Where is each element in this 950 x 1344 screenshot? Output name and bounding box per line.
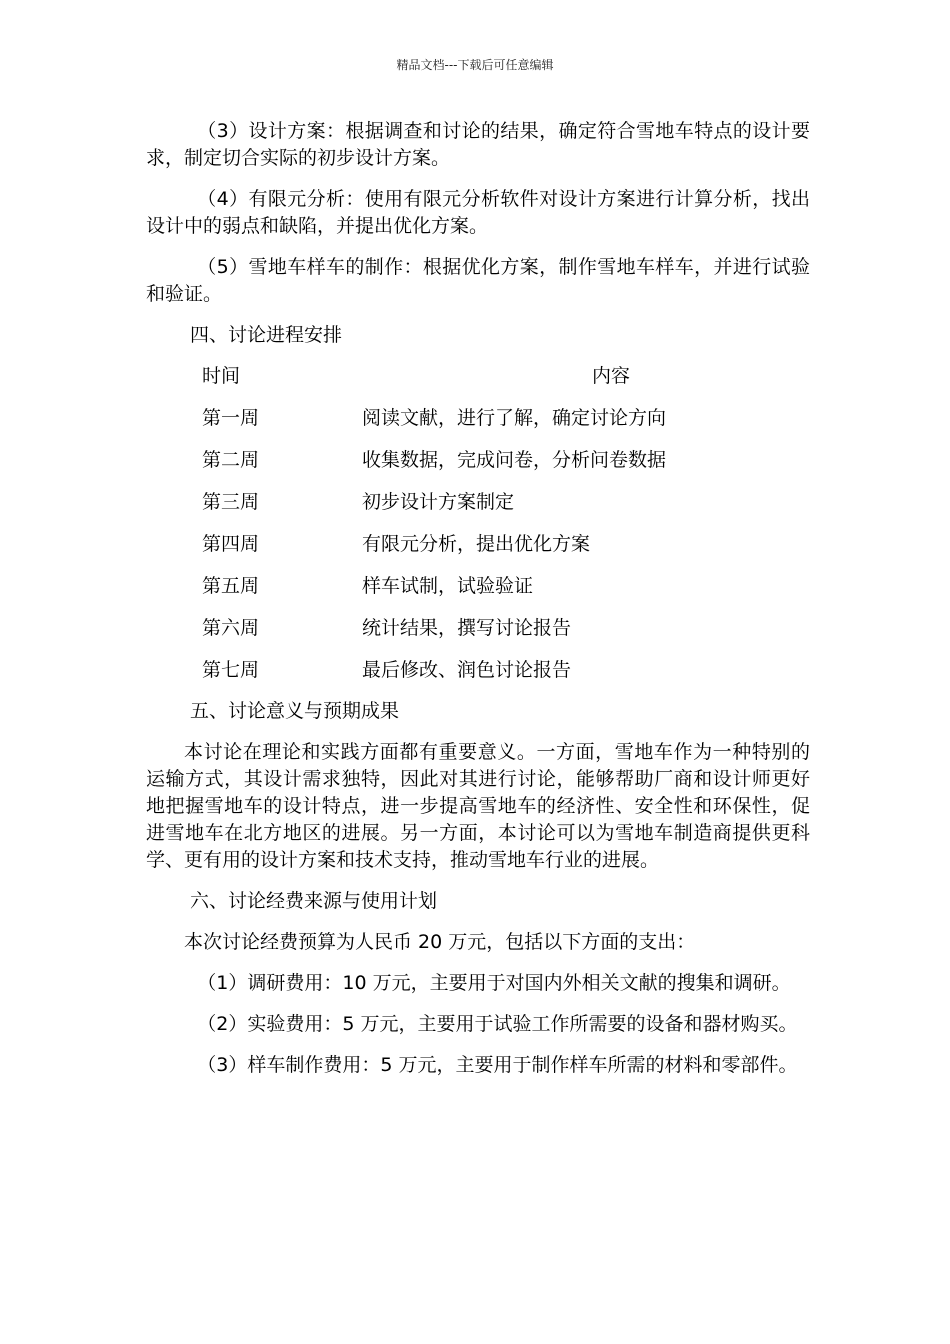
schedule-row [146, 405, 810, 432]
funding-item-research: （1）调研费用：10 万元，主要用于对国内外相关文献的搜集和调研。 [197, 972, 791, 994]
schedule-row [146, 531, 810, 558]
schedule-week: 第一周 [202, 407, 260, 429]
schedule-row [146, 489, 810, 516]
schedule-week: 第五周 [202, 575, 260, 597]
funding-item-experiment: （2）实验费用：5 万元，主要用于试验工作所需要的设备和器材购买。 [197, 1013, 798, 1035]
fea-paragraph: （4）有限元分析：使用有限元分析软件对设计方案进行计算分析，找出设计中的弱点和缺陷，并提出优化方案。 [146, 188, 810, 237]
schedule-column-time: 时间 [202, 365, 241, 387]
schedule-task: 收集数据，完成问卷，分析问卷数据 [362, 449, 667, 471]
schedule-row [146, 657, 810, 684]
section-heading-schedule: 四、讨论进程安排 [190, 324, 343, 346]
document-body [146, 118, 810, 1093]
schedule-week: 第七周 [202, 659, 260, 681]
funding-item-prototype: （3）样车制作费用：5 万元，主要用于制作样车所需的材料和零部件。 [197, 1054, 798, 1076]
schedule-task: 有限元分析，提出优化方案 [362, 533, 591, 555]
page-header: 精品文档---下载后可任意编辑 [396, 58, 554, 72]
schedule-week: 第六周 [202, 617, 260, 639]
significance-paragraph: 本讨论在理论和实践方面都有重要意义。一方面，雪地车作为一种特别的运输方式，其设计需求独特，因此对其进行讨论，能够帮助厂商和设计师更好地把握雪地车的设计特点，进一步提高雪地车的经济性、安全性和环保性，促进雪地车在北方地区的进展。另一方面，本讨论可以为雪地车制造商提供更科学、更有用的设计方案和技术支持，推动雪地车行业的进展。 [146, 741, 810, 871]
prototype-paragraph: （5）雪地车样车的制作：根据优化方案，制作雪地车样车，并进行试验和验证。 [146, 256, 810, 305]
schedule-week: 第四周 [202, 533, 260, 555]
schedule-row [146, 447, 810, 474]
schedule-column-content: 内容 [592, 365, 631, 387]
schedule-task: 初步设计方案制定 [362, 491, 515, 513]
schedule-task: 最后修改、润色讨论报告 [362, 659, 572, 681]
funding-intro-paragraph: 本次讨论经费预算为人民币 20 万元，包括以下方面的支出： [184, 931, 696, 953]
schedule-week: 第三周 [202, 491, 260, 513]
section-heading-significance: 五、讨论意义与预期成果 [190, 700, 400, 722]
schedule-task: 样车试制，试验验证 [362, 575, 534, 597]
schedule-table-header [146, 363, 810, 390]
schedule-row [146, 573, 810, 600]
schedule-row [146, 615, 810, 642]
design-plan-paragraph: （3）设计方案：根据调查和讨论的结果，确定符合雪地车特点的设计要求，制定切合实际的初步设计方案。 [146, 120, 810, 169]
schedule-week: 第二周 [202, 449, 260, 471]
schedule-task: 统计结果，撰写讨论报告 [362, 617, 572, 639]
schedule-task: 阅读文献，进行了解，确定讨论方向 [362, 407, 667, 429]
section-heading-funding: 六、讨论经费来源与使用计划 [190, 890, 438, 912]
